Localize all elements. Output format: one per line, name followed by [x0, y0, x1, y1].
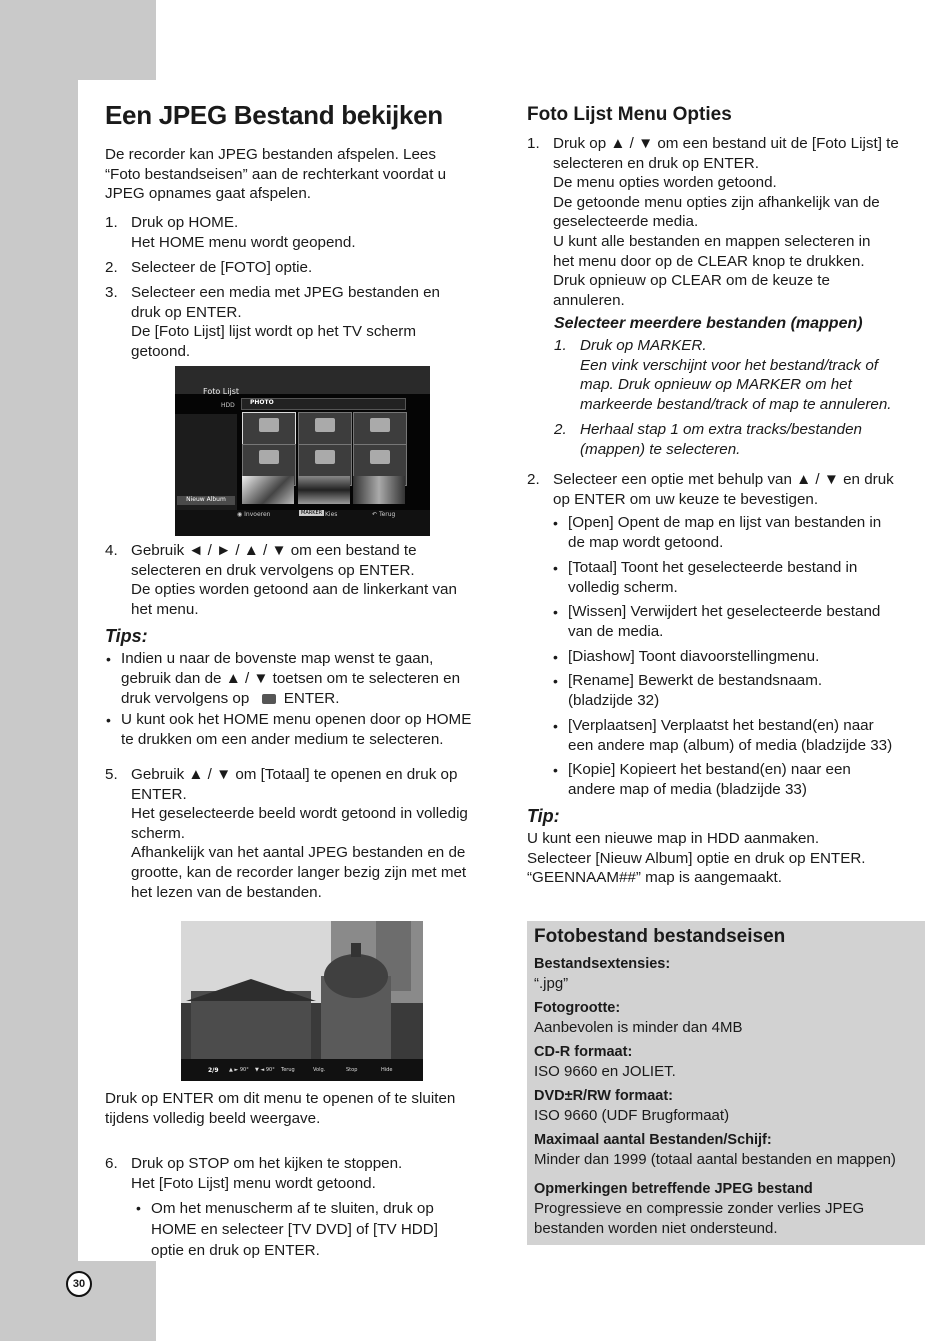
right-step-2: 2. Selecteer een optie met behulp van ▲ / ▼ en druk op ENTER om uw keuze te bevestigen. [527, 471, 894, 508]
footer-terug: Terug [281, 1067, 295, 1073]
req-heading: Fotogrootte: [534, 1000, 621, 1016]
step-6-bullet: • Om het menuscherm af te sluiten, druk op HOME en selecteer [TV DVD] of [TV HDD] optie en druk op ENTER. [151, 1198, 501, 1261]
step-4: 4. Gebruik ◄ / ► / ▲ / ▼ om een bestand te selecteren en druk vervolgens op ENTER. De opties worden getoond aan de linkerkant van het menu. [105, 542, 457, 618]
photo-counter: 2/9 [208, 1067, 219, 1074]
step-5: 5. Gebruik ▲ / ▼ om [Totaal] te openen en druk op ENTER. Het geselecteerde beeld wordt getoond in volledig scherm. Afhankelijk van het aantal JPEG bestanden en de grootte, kan de recorder langer bezig zijn met met het lezen van de bestanden. [105, 766, 468, 901]
tip-item: • Indien u naar de bovenste map wenst te gaan, gebruik dan de ▲ / ▼ toetsen om te selecteren en druk vervolgens op ENTER. [121, 649, 506, 709]
option-wissen: • [Wissen] Verwijdert het geselecteerde bestand van de media. [568, 602, 923, 642]
photo-thumbnail[interactable] [298, 476, 350, 504]
screen-title: Foto Lijst [203, 387, 239, 396]
req-value: ISO 9660 en JOLIET. [534, 1063, 676, 1080]
step-3: 3. Selecteer een media met JPEG bestanden en druk op ENTER. De [Foto Lijst] lijst wordt op het TV scherm getoond. [105, 284, 441, 360]
step-1: 1. Druk op HOME. Het HOME menu wordt geopend. [105, 214, 356, 251]
page-number: 30 [66, 1271, 92, 1297]
option-open: • [Open] Opent de map en lijst van bestanden in de map wordt getoond. [568, 513, 923, 553]
photo-thumbnail[interactable] [353, 476, 405, 504]
sub-step-2: 2. Herhaal stap 1 om extra tracks/bestanden (mappen) te selecteren. [554, 421, 862, 458]
footer-rotate-right: ▲ ► 90° [229, 1067, 249, 1073]
option-rename: • [Rename] Bewerkt de bestandsnaam. (bladzijde 32) [568, 671, 923, 711]
req-heading: CD-R formaat: [534, 1044, 633, 1060]
req-value: “.jpg” [534, 975, 569, 992]
subheading-meerdere-bestanden: Selecteer meerdere bestanden (mappen) [554, 315, 863, 332]
after-photo-paragraph: Druk op ENTER om dit menu te openen of te sluiten tijdens volledig beeld weergave. [105, 1090, 456, 1127]
footer-volg: Volg. [313, 1067, 326, 1073]
option-diashow: • [Diashow] Toont diavoorstellingmenu. [568, 647, 923, 667]
req-value: ISO 9660 (UDF Brugformaat) [534, 1107, 730, 1124]
foto-lijst-screenshot [175, 366, 430, 536]
step-6: 6. Druk op STOP om het kijken te stoppen. Het [Foto Lijst] menu wordt getoond. [105, 1155, 403, 1192]
up-folder-icon [262, 694, 276, 704]
building-photo [181, 921, 423, 1081]
sidebar-nieuw-album[interactable]: Nieuw Album [177, 496, 235, 505]
marker-key-icon: MARKER [301, 510, 323, 516]
option-kopie: • [Kopie] Kopieert het bestand(en) naar een andere map of media (bladzijde 33) [568, 760, 923, 800]
req-value: Progressieve en compressie zonder verlies JPEG [534, 1200, 865, 1217]
screen-source: HDD [221, 402, 235, 409]
sub-step-1: 1. Druk op MARKER. Een vink verschijnt voor het bestand/track of map. Druk opnieuw op MARKER om het markeerde bestand/track of map te annuleren. [554, 337, 892, 413]
requirements-title: Fotobestand bestandseisen [534, 926, 786, 947]
page-title: Een JPEG Bestand bekijken [105, 100, 443, 130]
footer-stop: Stop [346, 1067, 358, 1073]
req-heading: Bestandsextensies: [534, 956, 671, 972]
tip-paragraph: U kunt een nieuwe map in HDD aanmaken. Selecteer [Nieuw Album] optie en druk op ENTER. “GEENNAAM##” map is aangemaakt. [527, 830, 866, 887]
section-title-menu-opties: Foto Lijst Menu Opties [527, 104, 732, 125]
photo-thumbnail[interactable] [242, 476, 294, 504]
step-2: 2. Selecteer de [FOTO] optie. [105, 259, 313, 276]
footer-terug: ↶ Terug [372, 511, 396, 518]
req-heading: Opmerkingen betreffende JPEG bestand [534, 1181, 813, 1197]
screen-path: PHOTO [250, 399, 274, 406]
req-heading: Maximaal aantal Bestanden/Schijf: [534, 1132, 772, 1148]
fullscreen-photo-screenshot [181, 921, 423, 1081]
req-value: Aanbevolen is minder dan 4MB [534, 1019, 743, 1036]
footer-kies: Kies [325, 511, 338, 518]
req-heading: DVD±R/RW formaat: [534, 1088, 674, 1104]
right-step-1: 1. Druk op ▲ / ▼ om een bestand uit de [Foto Lijst] te selecteren en druk op ENTER. De menu opties worden getoond. De getoonde menu opties zijn afhankelijk van de geselecteerde media. U kunt alle bestanden en mappen selecteren in het menu door op de CLEAR knop te drukken. Druk opnieuw op CLEAR om de keuze te annuleren. [527, 135, 899, 309]
footer-invoeren: ◉ Invoeren [237, 511, 271, 518]
tip-heading: Tip: [527, 806, 560, 826]
req-value: Minder dan 1999 (totaal aantal bestanden en mappen) [534, 1151, 896, 1168]
option-totaal: • [Totaal] Toont het geselecteerde bestand in volledig scherm. [568, 558, 923, 598]
req-value: bestanden worden niet ondersteund. [534, 1220, 778, 1237]
tip-item: • U kunt ook het HOME menu openen door op HOME te drukken om een ander medium te selecteren. [121, 710, 506, 750]
footer-hide: Hide [381, 1067, 393, 1073]
footer-rotate-left: ▼ ◄ 90° [255, 1067, 275, 1073]
option-verplaatsen: • [Verplaatsen] Verplaatst het bestand(en) naar een andere map (album) of media (bladzijde 33) [568, 716, 928, 756]
intro-paragraph: De recorder kan JPEG bestanden afspelen. Lees “Foto bestandseisen” aan de rechterkant voordat u JPEG opnames gaat afspelen. [105, 146, 447, 203]
tips-heading: Tips: [105, 626, 148, 646]
